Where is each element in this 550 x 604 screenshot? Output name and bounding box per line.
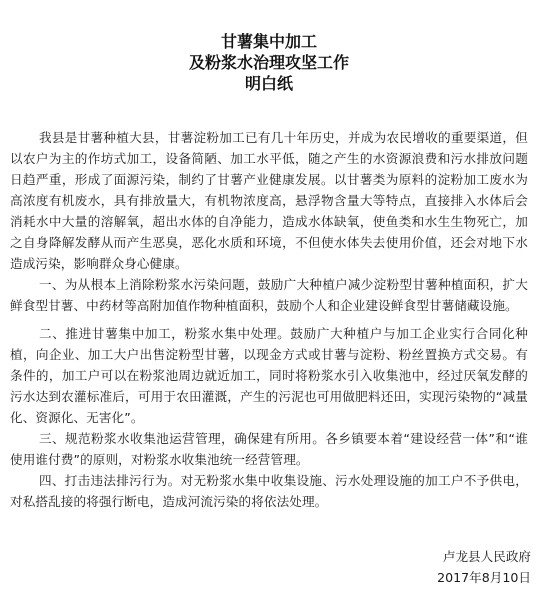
document-body: [10, 127, 528, 512]
title-line-1: 甘薯集中加工: [220, 32, 317, 51]
issuer-signature: 卢龙县人民政府: [442, 549, 531, 564]
intro-paragraph: 我县是甘薯种植大县，甘薯淀粉加工已有几十年历史，并成为农民增收的重要渠道，但以农户为主的作坊式加工，设备简陋、加工水平低，随之产生的水资源浪费和污水排放问题日趋严重，形成了面源污染，制约了甘薯产业健康发展。以甘薯类为原料的淀粉加工废水为高浓度有机废水，具有排放量大，有机物浓度高，悬浮物含量大等特点，直接排入水体后会消耗水中大量的溶解氧，超出水体的自净能力，造成水体缺氧，使鱼类和水生生物死亡，加之自身降解发酵从而产生恶臭，恶化水质和环境，不但使水体失去使用价值，还会对地下水造成污染，影响群众身心健康。: [10, 130, 528, 271]
item-three-paragraph: 三、规范粉浆水收集池运营管理，确保建有所用。各乡镇要本着“建设经营一体”和“谁使用谁付费”的原则，对粉浆水收集池统一经营管理。: [10, 431, 528, 467]
issue-date: 2017年8月10日: [437, 570, 531, 585]
title-line-3: 明白纸: [244, 74, 293, 93]
item-two-paragraph: 二、推进甘薯集中加工，粉浆水集中处理。鼓励广大种植户与加工企业实行合同化种植，向企业、加工大户出售淀粉型甘薯，以现金方式或甘薯与淀粉、粉丝置换方式交易。有条件的，加工户可以在粉浆池周边就近加工，同时将粉浆水引入收集池中，经过厌氧发酵的污水达到农灌标准后，可用于农田灌溉，产生的污泥也可用做肥料还田，实现污染物的“减量化、资源化、无害化”。: [10, 326, 528, 425]
item-four-paragraph: 四、打击违法排污行为。对无粉浆水集中收集设施、污水处理设施的加工户不予供电，对私搭乱接的将强行断电，造成河流污染的将依法处理。: [10, 473, 528, 509]
item-one-paragraph: 一、为从根本上消除粉浆水污染问题，鼓励广大种植户减少淀粉型甘薯种植面积，扩大鲜食型甘薯、中药材等高附加值作物种植面积，鼓励个人和企业建设鲜食型甘薯储藏设施。: [10, 277, 528, 313]
title-line-2: 及粉浆水治理攻坚工作: [188, 53, 349, 72]
